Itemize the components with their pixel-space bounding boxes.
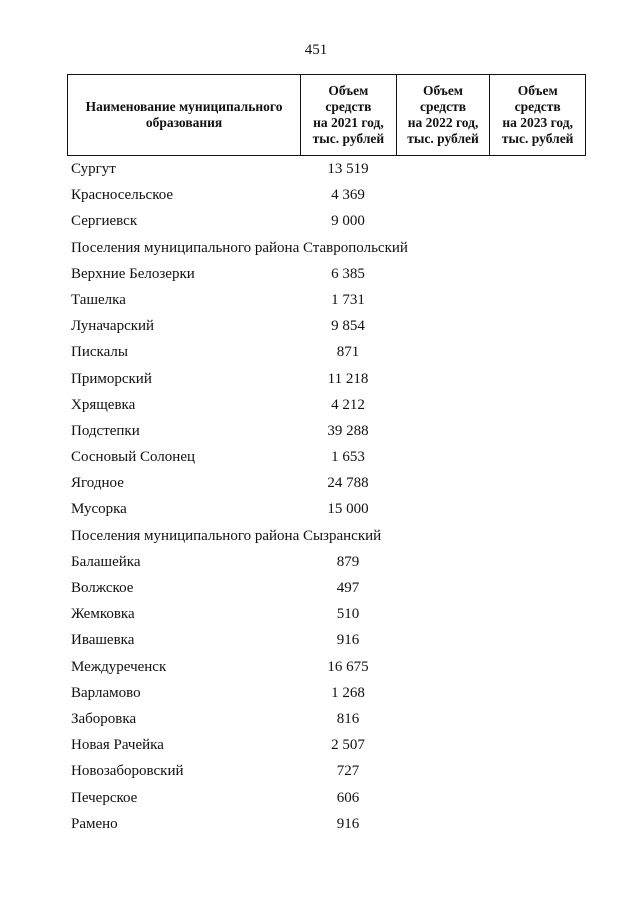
municipality-name: Мусорка (71, 501, 127, 518)
municipality-name: Жемковка (71, 606, 135, 623)
table-row (0, 208, 632, 234)
municipality-name: Поселения муниципального района Сызранский (71, 527, 382, 544)
amount-2021: 606 (336, 789, 360, 806)
municipality-name: Сосновый Солонец (71, 449, 196, 466)
municipality-name: Пискалы (71, 344, 128, 361)
municipality-name: Печерское (71, 789, 138, 806)
header-amount-2021: Объем средств на 2021 год, тыс. рублей (300, 75, 396, 155)
amount-2021: 4 369 (331, 187, 365, 204)
municipality-name: Рамено (71, 815, 118, 832)
amount-2021: 727 (336, 763, 360, 780)
table-row (0, 496, 632, 522)
table-row (0, 156, 632, 182)
table-row (0, 811, 632, 837)
amount-2021: 16 675 (327, 658, 369, 675)
municipality-name: Новая Рачейка (71, 737, 164, 754)
municipality-name: Приморский (71, 370, 152, 387)
municipality-name: Верхние Белозерки (71, 265, 195, 282)
table-body (0, 156, 632, 837)
table-row (0, 785, 632, 811)
table-row (0, 418, 632, 444)
page-number: 451 (304, 42, 328, 58)
municipality-name: Балашейка (71, 553, 141, 570)
amount-2021: 6 385 (331, 265, 365, 282)
municipality-name: Заборовка (71, 710, 137, 727)
municipality-name: Луначарский (71, 318, 155, 335)
amount-2021: 9 854 (331, 318, 365, 335)
amount-2021: 1 731 (331, 291, 365, 308)
municipality-name: Ивашевка (71, 632, 135, 649)
table-row (0, 366, 632, 392)
table-row (0, 680, 632, 706)
header-municipality-name: Наименование муниципального образования (85, 99, 283, 130)
municipality-name: Подстепки (71, 422, 140, 439)
table-header (67, 74, 586, 156)
amount-2021: 1 653 (331, 449, 365, 466)
amount-2021: 1 268 (331, 684, 365, 701)
table-row (0, 758, 632, 784)
amount-2021: 2 507 (331, 737, 365, 754)
amount-2021: 916 (336, 815, 360, 832)
municipality-name: Ташелка (71, 291, 126, 308)
municipality-name: Красносельское (71, 187, 174, 204)
amount-2021: 4 212 (331, 396, 365, 413)
municipality-name: Сургут (71, 161, 116, 177)
municipality-name: Сергиевск (71, 213, 138, 230)
table-row (0, 392, 632, 418)
amount-2021: 15 000 (327, 501, 369, 518)
municipality-name: Хрящевка (71, 396, 136, 413)
amount-2021: 13 519 (327, 161, 369, 177)
amount-2021: 871 (336, 344, 360, 361)
table-row (0, 549, 632, 575)
table-row (0, 732, 632, 758)
municipality-name: Варламово (71, 684, 141, 701)
amount-2021: 510 (336, 606, 360, 623)
group-heading-row (0, 523, 632, 549)
table-row (0, 182, 632, 208)
amount-2021: 879 (336, 553, 360, 570)
amount-2021: 816 (336, 710, 360, 727)
municipality-name: Новозаборовский (71, 763, 184, 780)
amount-2021: 9 000 (331, 213, 365, 230)
table-row (0, 287, 632, 313)
header-amount-2023: Объем средств на 2023 год, тыс. рублей (489, 75, 585, 155)
municipality-name: Волжское (71, 580, 134, 596)
amount-2021: 11 218 (327, 370, 369, 387)
table-row (0, 654, 632, 680)
table-row (0, 601, 632, 627)
header-amount-2022: Объем средств на 2022 год, тыс. рублей (396, 75, 490, 155)
municipality-name: Ягодное (71, 475, 124, 492)
table-row (0, 706, 632, 732)
group-heading-row (0, 235, 632, 261)
amount-2021: 497 (336, 580, 360, 596)
amount-2021: 24 788 (327, 475, 369, 492)
table-row (0, 313, 632, 339)
table-row (0, 444, 632, 470)
municipality-name: Междуреченск (71, 658, 167, 675)
municipality-name: Поселения муниципального района Ставропольский (71, 239, 408, 256)
amount-2021: 916 (336, 632, 360, 649)
table-row (0, 470, 632, 496)
amount-2021: 39 288 (327, 422, 369, 439)
table-row (0, 627, 632, 653)
table-row (0, 575, 632, 601)
table-row (0, 339, 632, 365)
table-row (0, 261, 632, 287)
